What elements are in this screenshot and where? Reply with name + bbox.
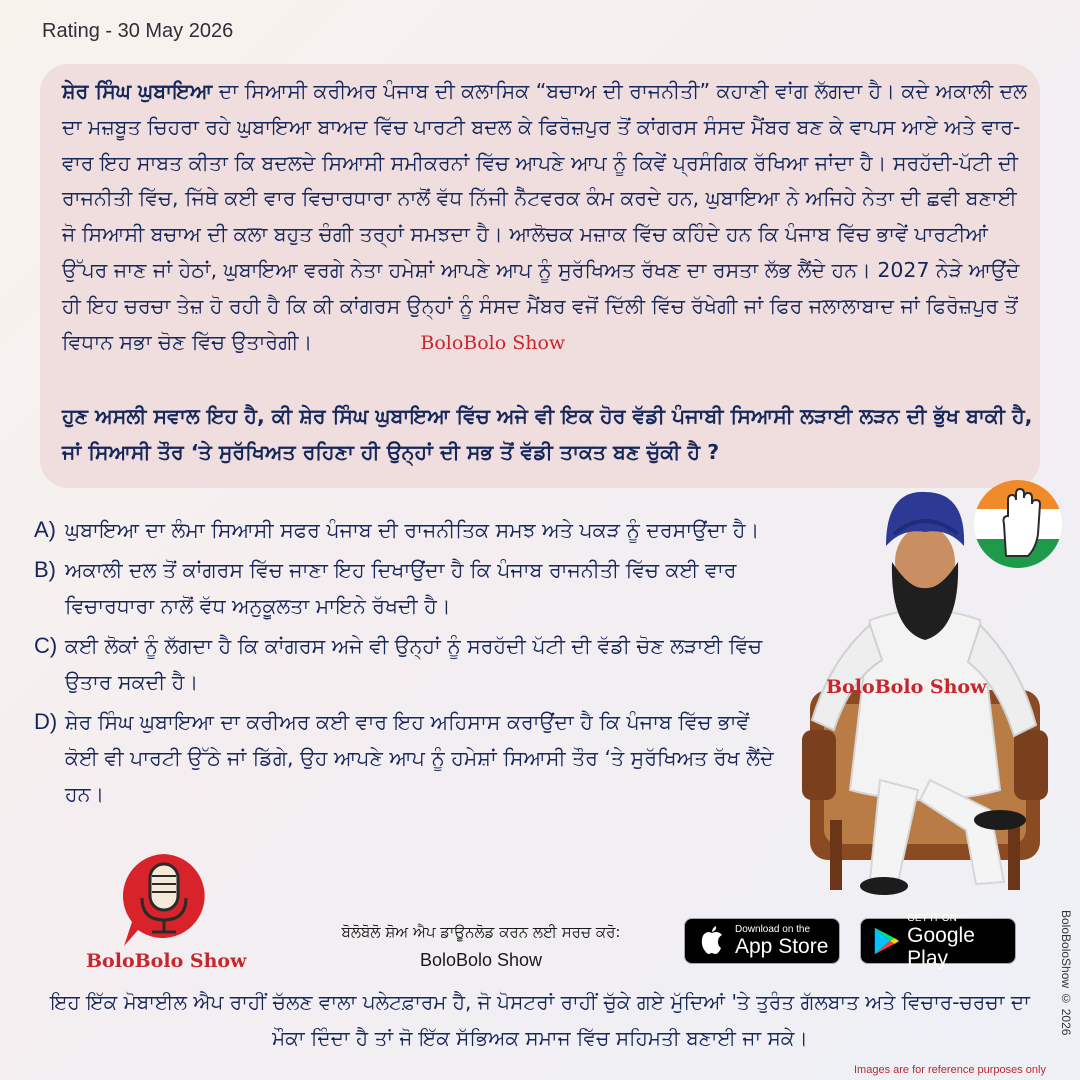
- option-letter: A): [34, 517, 56, 542]
- option-text: ਸ਼ੇਰ ਸਿੰਘ ਘੁਬਾਇਆ ਦਾ ਕਰੀਅਰ ਕਈ ਵਾਰ ਇਹ ਅਹਿਸਾਸ ਕਰਾਉਂਦਾ ਹੈ ਕਿ ਪੰਜਾਬ ਵਿੱਚ ਭਾਵੇਂ ਕੋਈ ਵੀ ਪਾਰਟੀ ਉੱਠੇ ਜਾਂ ਡਿੱਗੇ, ਉਹ ਆਪਣੇ ਆਪ ਨੂੰ ਹਮੇਸ਼ਾਂ ਸਿਆਸੀ ਤੌਰ ‘ਤੇ ਸੁਰੱਖਿਅਤ ਰੱਖ ਲੈਂਦੇ ਹਨ।: [65, 710, 774, 806]
- app-name: BoloBolo Show: [419, 950, 543, 970]
- rating-date: Rating - 30 May 2026: [42, 20, 234, 42]
- copyright-text: BoloBoloShow © 2026: [1059, 910, 1073, 1036]
- app-store-badge[interactable]: [684, 918, 840, 964]
- option-letter: D): [34, 709, 58, 734]
- question-text: ਹੁਣ ਅਸਲੀ ਸਵਾਲ ਇਹ ਹੈ, ਕੀ ਸ਼ੇਰ ਸਿੰਘ ਘੁਬਾਇਆ ਵਿੱਚ ਅਜੇ ਵੀ ਇਕ ਹੋਰ ਵੱਡੀ ਪੰਜਾਬੀ ਸਿਆਸੀ ਲੜਾਈ ਲੜਨ ਦੀ ਭੁੱਖ ਬਾਕੀ ਹੈ, ਜਾਂ ਸਿਆਸੀ ਤੌਰ ‘ਤੇ ਸੁਰੱਖਿਅਤ ਰਹਿਣਾ ਹੀ ਉਨ੍ਹਾਂ ਦੀ ਸਭ ਤੋਂ ਵੱਡੀ ਤਾਕਤ ਬਣ ਚੁੱਕੀ ਹੈ ?: [62, 404, 1033, 464]
- inline-watermark: BoloBolo Show: [420, 331, 566, 354]
- footer-description: ਇਹ ਇੱਕ ਮੋਬਾਈਲ ਐਪ ਰਾਹੀਂ ਚੱਲਣ ਵਾਲਾ ਪਲੇਟਫ਼ਾਰਮ ਹੈ, ਜੋ ਪੋਸਟਰਾਂ ਰਾਹੀਂ ਚੁੱਕੇ ਗਏ ਮੁੱਦਿਆਂ 'ਤੇ ਤੁਰੰਤ ਗੱਲਬਾਤ ਅਤੇ ਵਿਚਾਰ-ਚਰਚਾ ਦਾ ਮੌਕਾ ਦਿੰਦਾ ਹੈ ਤਾਂ ਜੋ ਇੱਕ ਸੱਭਿਅਕ ਸਮਾਜ ਵਿੱਚ ਸਹਿਮਤੀ ਬਣਾਈ ਜਾ ਸਕੇ।: [50, 990, 1030, 1050]
- story-paragraph: [62, 74, 1034, 361]
- app-store-big-text: App Store: [735, 935, 829, 958]
- figure-watermark: BoloBolo Show: [826, 676, 987, 698]
- google-play-big-text: Google Play: [907, 923, 975, 970]
- option-text: ਘੁਬਾਇਆ ਦਾ ਲੰਮਾ ਸਿਆਸੀ ਸਫਰ ਪੰਜਾਬ ਦੀ ਰਾਜਨੀਤਿਕ ਸਮਝ ਅਤੇ ਪਕੜ ਨੂੰ ਦਰਸਾਉਂਦਾ ਹੈ।: [65, 518, 760, 542]
- option-c[interactable]: [34, 628, 784, 700]
- option-text: ਕਈ ਲੋਕਾਂ ਨੂੰ ਲੱਗਦਾ ਹੈ ਕਿ ਕਾਂਗਰਸ ਅਜੇ ਵੀ ਉਨ੍ਹਾਂ ਨੂੰ ਸਰਹੱਦੀ ਪੱਟੀ ਦੀ ਵੱਡੀ ਚੋਣ ਲੜਾਈ ਵਿੱਚ ਉਤਾਰ ਸਕਦੀ ਹੈ।: [65, 634, 763, 694]
- option-letter: B): [34, 557, 56, 582]
- apple-icon: [695, 924, 729, 958]
- option-text: ਅਕਾਲੀ ਦਲ ਤੋਂ ਕਾਂਗਰਸ ਵਿੱਚ ਜਾਣਾ ਇਹ ਦਿਖਾਉਂਦਾ ਹੈ ਕਿ ਪੰਜਾਬ ਰਾਜਨੀਤੀ ਵਿੱਚ ਕਈ ਵਾਰ ਵਿਚਾਰਧਾਰਾ ਨਾਲੋਂ ਵੱਧ ਅਨੁਕੂਲਤਾ ਮਾਇਨੇ ਰੱਖਦੀ ਹੈ।: [65, 558, 737, 618]
- download-prompt: [290, 918, 672, 974]
- option-a[interactable]: [34, 512, 784, 548]
- download-instruction: ਬੋਲੋਬੋਲੋ ਸ਼ੋਅ ਐਪ ਡਾਊਨਲੋਡ ਕਰਨ ਲਈ ਸਰਚ ਕਰੋ:: [341, 923, 621, 941]
- microphone-icon: [118, 850, 210, 950]
- brand-logo-text: BoloBolo Show: [86, 950, 247, 972]
- answer-options: [34, 512, 784, 816]
- option-letter: C): [34, 633, 58, 658]
- google-play-badge[interactable]: [860, 912, 1016, 970]
- hand-symbol-icon: [972, 478, 1064, 570]
- google-play-small-text: GET IT ON: [907, 912, 957, 924]
- app-store-small-text: Download on the: [735, 924, 811, 935]
- google-play-icon: [871, 924, 901, 958]
- story-body: ਦਾ ਸਿਆਸੀ ਕਰੀਅਰ ਪੰਜਾਬ ਦੀ ਕਲਾਸਿਕ “ਬਚਾਅ ਦੀ ਰਾਜਨੀਤੀ” ਕਹਾਣੀ ਵਾਂਗ ਲੱਗਦਾ ਹੈ। ਕਦੇ ਅਕਾਲੀ ਦਲ ਦਾ ਮਜ਼ਬੂਤ ਚਿਹਰਾ ਰਹੇ ਘੁਬਾਇਆ ਬਾਅਦ ਵਿੱਚ ਪਾਰਟੀ ਬਦਲ ਕੇ ਫਿਰੋਜ਼ਪੁਰ ਤੋਂ ਕਾਂਗਰਸ ਸੰਸਦ ਮੈਂਬਰ ਬਣ ਕੇ ਵਾਪਸ ਆਏ ਅਤੇ ਵਾਰ-ਵਾਰ ਇਹ ਸਾਬਤ ਕੀਤਾ ਕਿ ਬਦਲਦੇ ਸਿਆਸੀ ਸਮੀਕਰਨਾਂ ਵਿੱਚ ਆਪਣੇ ਆਪ ਨੂੰ ਕਿਵੇਂ ਪ੍ਰਸੰਗਿਕ ਰੱਖਿਆ ਜਾਂਦਾ ਹੈ। ਸਰਹੱਦੀ-ਪੱਟੀ ਦੀ ਰਾਜਨੀਤੀ ਵਿੱਚ, ਜਿੱਥੇ ਕਈ ਵਾਰ ਵਿਚਾਰਧਾਰਾ ਨਾਲੋਂ ਵੱਧ ਨਿੱਜੀ ਨੈੱਟਵਰਕ ਕੰਮ ਕਰਦੇ ਹਨ, ਘੁਬਾਇਆ ਨੇ ਅਜਿਹੇ ਨੇਤਾ ਦੀ ਛਵੀ ਬਣਾਈ ਜੋ ਸਿਆਸੀ ਬਚਾਅ ਦੀ ਕਲਾ ਬਹੁਤ ਚੰਗੀ ਤਰ੍ਹਾਂ ਸਮਝਦਾ ਹੈ। ਆਲੋਚਕ ਮਜ਼ਾਕ ਵਿੱਚ ਕਹਿੰਦੇ ਹਨ ਕਿ ਪੰਜਾਬ ਵਿੱਚ ਭਾਵੇਂ ਪਾਰਟੀਆਂ ਉੱਪਰ ਜਾਣ ਜਾਂ ਹੇਠਾਂ, ਘੁਬਾਇਆ ਵਰਗੇ ਨੇਤਾ ਹਮੇਸ਼ਾਂ ਆਪਣੇ ਆਪ ਨੂੰ ਸੁਰੱਖਿਅਤ ਰੱਖਣ ਦਾ ਰਸਤਾ ਲੱਭ ਲੈਂਦੇ ਹਨ। 2027 ਨੇੜੇ ਆਉਂਦੇ ਹੀ ਇਹ ਚਰਚਾ ਤੇਜ਼ ਹੋ ਰਹੀ ਹੈ ਕਿ ਕੀ ਕਾਂਗਰਸ ਉਨ੍ਹਾਂ ਨੂੰ ਸੰਸਦ ਮੈਂਬਰ ਵਜੋਂ ਦਿੱਲੀ ਵਿੱਚ ਰੱਖੇਗੀ ਜਾਂ ਫਿਰ ਜਲਾਲਾਬਾਦ ਜਾਂ ਫਿਰੋਜ਼ਪੁਰ ਤੋਂ ਵਿਧਾਨ ਸਭਾ ਚੋਣ ਵਿੱਚ ਉਤਾਰੇਗੀ।: [62, 79, 1028, 354]
- politician-name: ਸ਼ੇਰ ਸਿੰਘ ਘੁਬਾਇਆ: [62, 79, 213, 103]
- option-b[interactable]: [34, 552, 784, 624]
- option-d[interactable]: [34, 704, 784, 812]
- image-disclaimer: Images are for reference purposes only: [854, 1064, 1046, 1076]
